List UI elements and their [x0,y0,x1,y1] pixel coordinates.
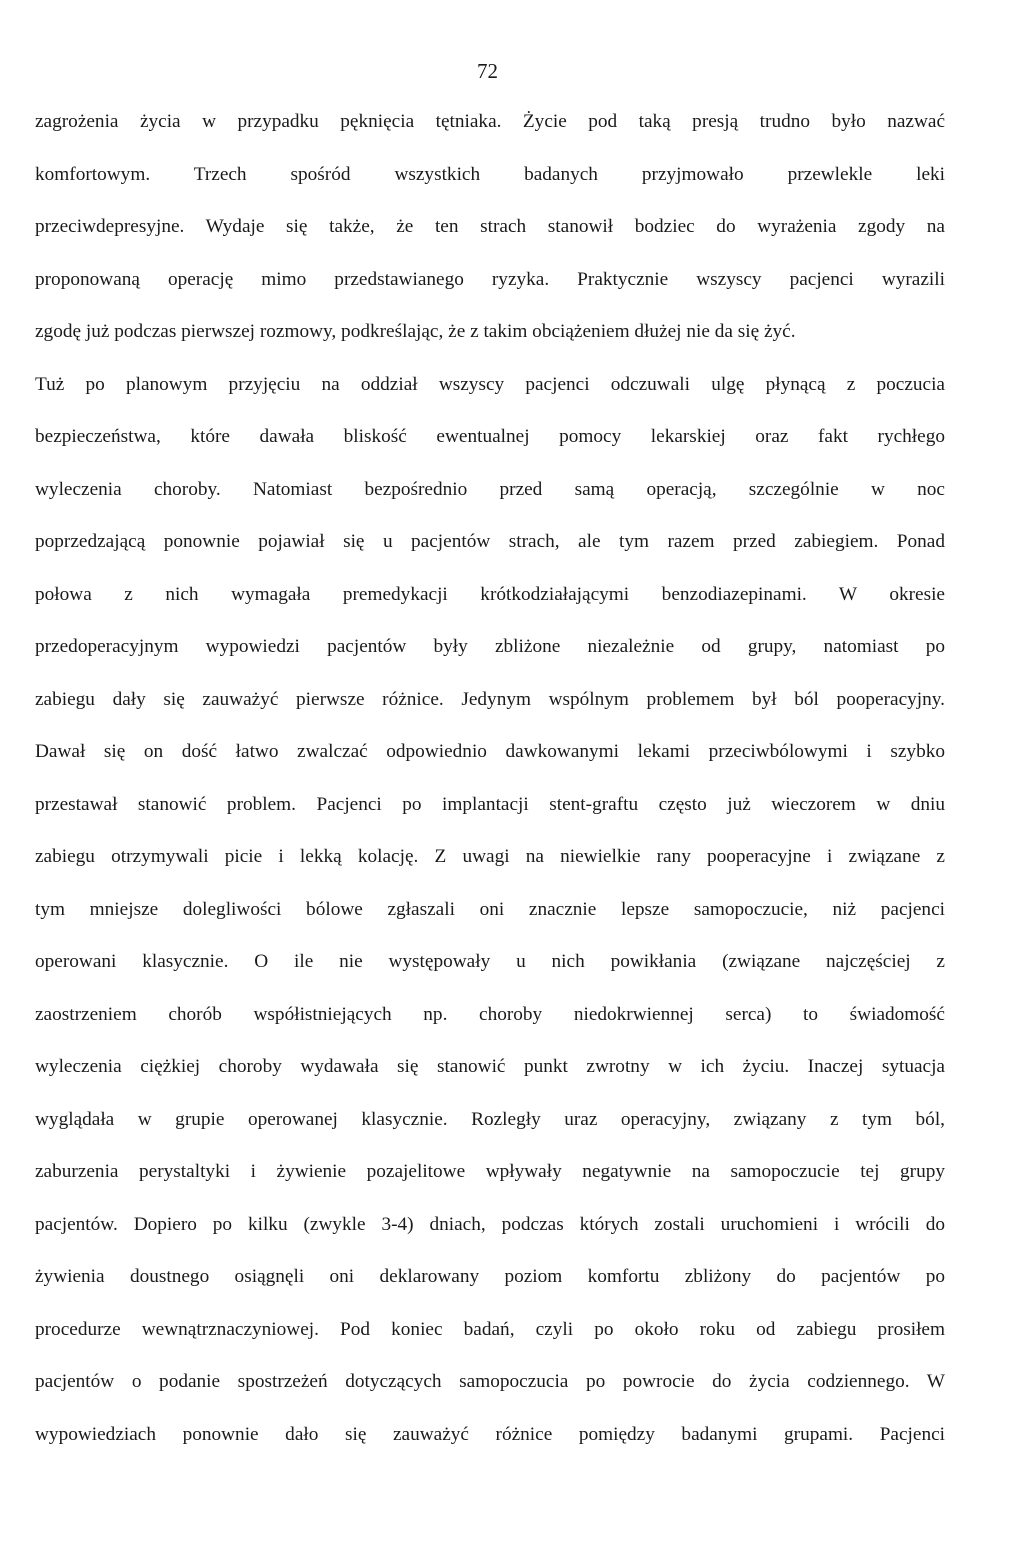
text-line: zabiegu otrzymywali picie i lekką kolację. Z uwagi na niewielkie rany pooperacyjne i związane z [35,846,945,867]
text-line: wypowiedziach ponownie dało się zauważyć różnice pomiędzy badanymi grupami. Pacjenci [35,1423,945,1445]
text-line: proponowaną operację mimo przedstawianego ryzyka. Praktycznie wszyscy pacjenci wyrazili [35,268,945,290]
text-line: wyglądała w grupie operowanej klasycznie. Rozległy uraz operacyjny, związany z tym ból, [35,1108,945,1130]
text-line: przeciwdepresyjne. Wydaje się także, że ten strach stanowił bodziec do wyrażenia zgody na [35,216,945,237]
text-line: Dawał się on dość łatwo zwalczać odpowiednio dawkowanymi lekami przeciwbólowymi i szybko [35,741,945,762]
text-line: operowani klasycznie. O ile nie występowały u nich powikłania (związane najczęściej z [35,951,945,972]
body-text [35,103,945,1468]
text-line: tym mniejsze dolegliwości bólowe zgłaszali oni znacznie lepsze samopoczucie, niż pacjenci [35,898,945,920]
text-line: pacjentów o podanie spostrzeżeń dotyczących samopoczucia po powrocie do życia codziennego. W [35,1371,945,1392]
text-line: zabiegu dały się zauważyć pierwsze różnice. Jedynym wspólnym problemem był ból pooperacyjny. [35,688,945,710]
text-line: przedoperacyjnym wypowiedzi pacjentów były zbliżone niezależnie od grupy, natomiast po [35,636,945,657]
text-line: wyleczenia choroby. Natomiast bezpośrednio przed samą operacją, szczególnie w noc [35,478,945,500]
text-line: komfortowym. Trzech spośród wszystkich badanych przyjmowało przewlekle leki [35,163,945,185]
text-line: zaburzenia perystaltyki i żywienie pozajelitowe wpływały negatywnie na samopoczucie tej grupy [35,1161,945,1182]
text-line: żywienia doustnego osiągnęli oni deklarowany poziom komfortu zbliżony do pacjentów po [35,1266,945,1287]
text-line: poprzedzającą ponownie pojawiał się u pacjentów strach, ale tym razem przed zabiegiem. Ponad [35,531,945,552]
text-line: wyleczenia ciężkiej choroby wydawała się stanowić punkt zwrotny w ich życiu. Inaczej sytuacja [35,1056,945,1077]
text-line: bezpieczeństwa, które dawała bliskość ewentualnej pomocy lekarskiej oraz fakt rychłego [35,426,945,447]
text-line: zaostrzeniem chorób współistniejących np. choroby niedokrwiennej serca) to świadomość [35,1003,945,1025]
text-line: połowa z nich wymagała premedykacji krótkodziałającymi benzodiazepinami. W okresie [35,583,945,605]
text-line: pacjentów. Dopiero po kilku (zwykle 3-4) dniach, podczas których zostali uruchomieni i wrócili do [35,1213,945,1235]
text-line: procedurze wewnątrznaczyniowej. Pod koniec badań, czyli po około roku od zabiegu prosiłem [35,1318,945,1340]
text-line: Tuż po planowym przyjęciu na oddział wszyscy pacjenci odczuwali ulgę płynącą z poczucia [35,373,945,395]
text-line: przestawał stanowić problem. Pacjenci po implantacji stent-graftu często już wieczorem w dniu [35,793,945,815]
page-number: 72 [477,59,498,83]
text-line: zgodę już podczas pierwszej rozmowy, podkreślając, że z takim obciążeniem dłużej nie da się żyć. [35,321,796,342]
text-line: zagrożenia życia w przypadku pęknięcia tętniaka. Życie pod taką presją trudno było nazwać [35,111,945,132]
